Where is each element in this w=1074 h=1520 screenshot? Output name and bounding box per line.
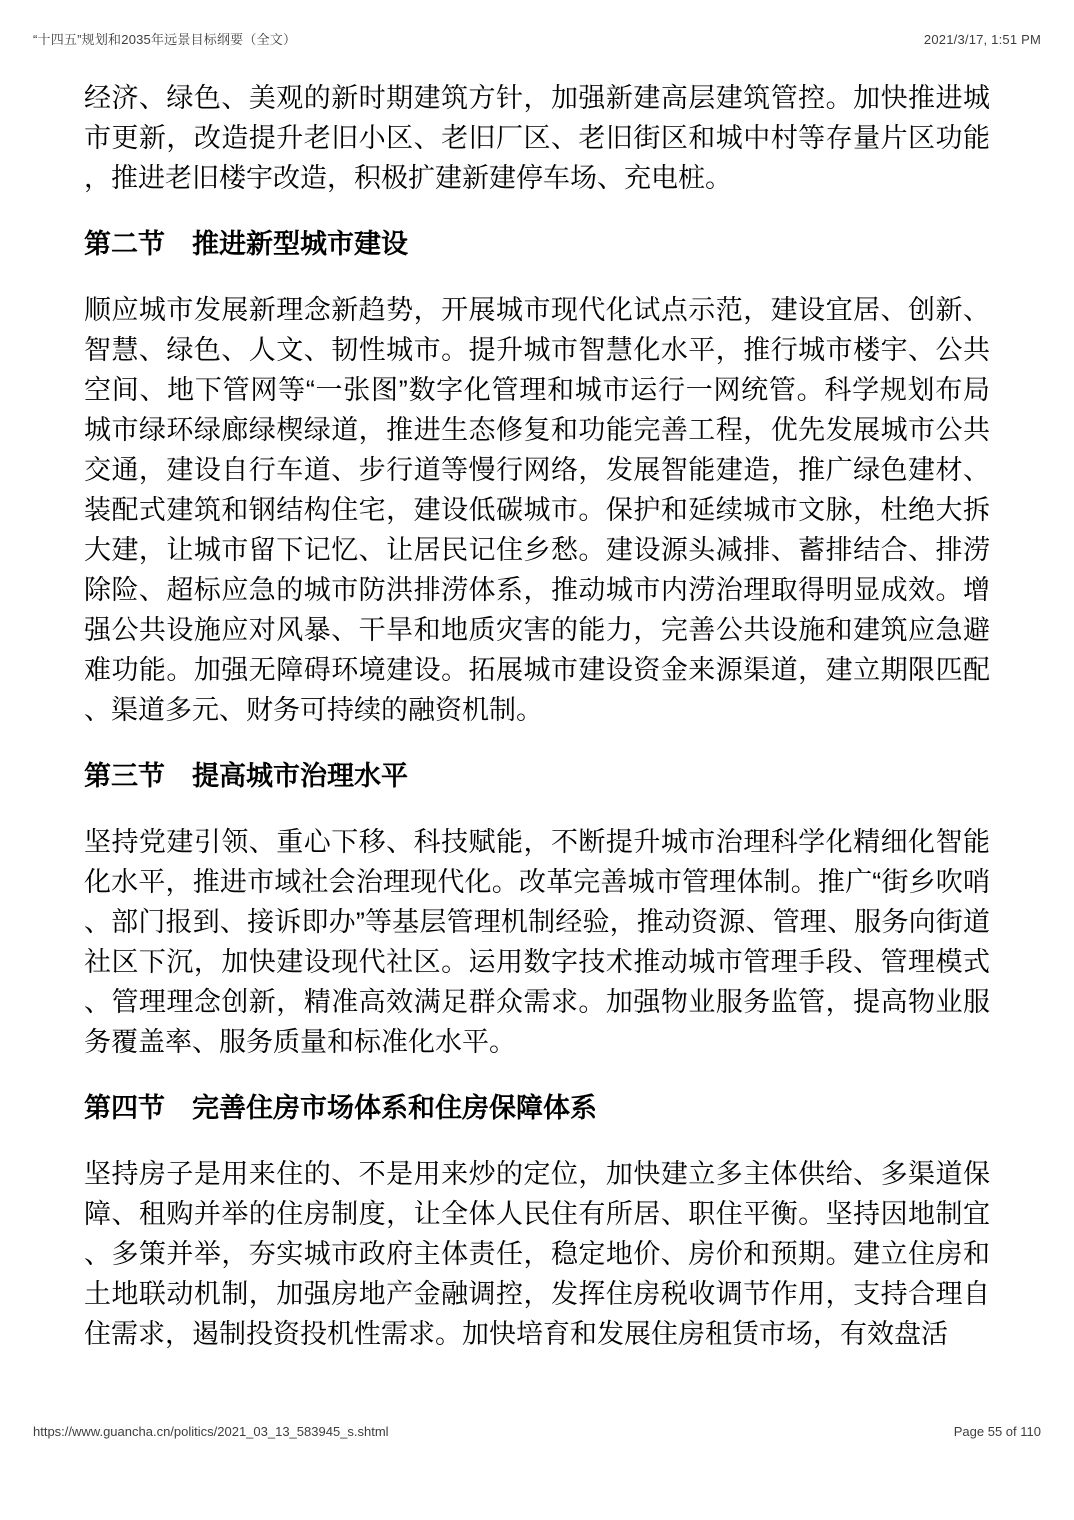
section-2-paragraph: 顺应城市发展新理念新趋势，开展城市现代化试点示范，建设宜居、创新、智慧、绿色、人文、韧性城市。提升城市智慧化水平，推行城市楼宇、公共空间、地下管网等“一张图”数字化管理和城市运行一网统管。科学规划布局城市绿环绿廊绿楔绿道，推进生态修复和功能完善工程，优先发展城市公共交通，建设自行车道、步行道等慢行网络，发展智能建造，推广绿色建材、装配式建筑和钢结构住宅，建设低碳城市。保护和延续城市文脉，杜绝大拆大建，让城市留下记忆、让居民记住乡愁。建设源头减排、蓄排结合、排涝除险、超标应急的城市防洪排涝体系，推动城市内涝治理取得明显成效。增强公共设施应对风暴、干旱和地质灾害的能力，完善公共设施和建筑应急避难功能。加强无障碍环境建设。拓展城市建设资金来源渠道，建立期限匹配、渠道多元、财务可持续的融资机制。 [84, 295, 990, 725]
intro-paragraph: 经济、绿色、美观的新时期建筑方针，加强新建高层建筑管控。加快推进城市更新，改造提升老旧小区、老旧厂区、老旧街区和城中村等存量片区功能，推进老旧楼宇改造，积极扩建新建停车场、充电桩。 [84, 83, 990, 193]
page-header [33, 29, 1041, 48]
section-heading-2: 第二节 推进新型城市建设 [84, 229, 408, 259]
page-footer [33, 1424, 1041, 1439]
footer-source-url: https://www.guancha.cn/politics/2021_03_13_583945_s.shtml [33, 1424, 389, 1439]
section-heading-3: 第三节 提高城市治理水平 [84, 761, 408, 791]
header-document-title: “十四五”规划和2035年远景目标纲要（全文） [33, 32, 297, 47]
footer-page-number: Page 55 of 110 [953, 1424, 1041, 1439]
section-3-paragraph: 坚持党建引领、重心下移、科技赋能，不断提升城市治理科学化精细化智能化水平，推进市域社会治理现代化。改革完善城市管理体制。推广“街乡吹哨、部门报到、接诉即办”等基层管理机制经验，推动资源、管理、服务向街道社区下沉，加快建设现代社区。运用数字技术推动城市管理手段、管理模式、管理理念创新，精准高效满足群众需求。加强物业服务监管，提高物业服务覆盖率、服务质量和标准化水平。 [84, 827, 990, 1057]
document-body [84, 52, 990, 1380]
header-datetime: 2021/3/17, 1:51 PM [923, 32, 1041, 47]
section-4-paragraph: 坚持房子是用来住的、不是用来炒的定位，加快建立多主体供给、多渠道保障、租购并举的住房制度，让全体人民住有所居、职住平衡。坚持因地制宜、多策并举，夯实城市政府主体责任，稳定地价、房价和预期。建立住房和土地联动机制，加强房地产金融调控，发挥住房税收调节作用，支持合理自住需求，遏制投资投机性需求。加快培育和发展住房租赁市场，有效盘活 [84, 1159, 990, 1349]
section-heading-4: 第四节 完善住房市场体系和住房保障体系 [84, 1093, 597, 1123]
